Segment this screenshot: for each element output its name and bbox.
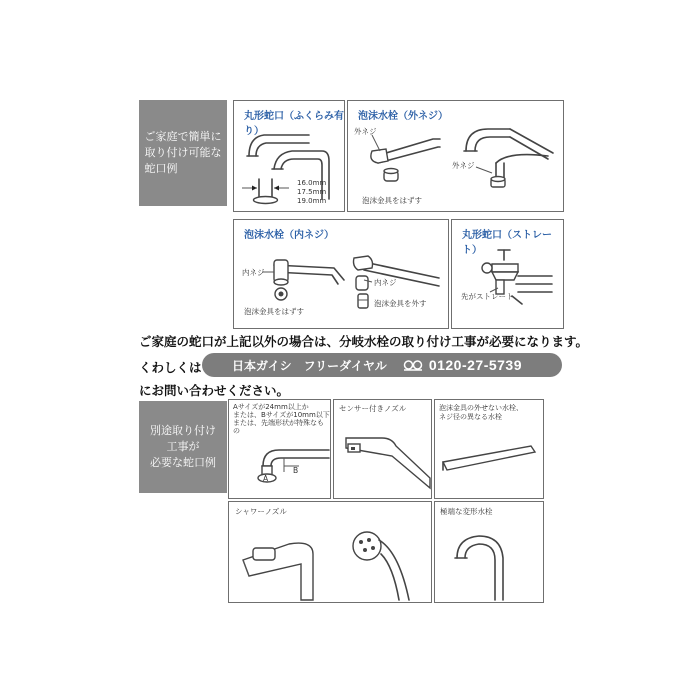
aerator-outer-illustration (348, 101, 563, 211)
aerator-outer-thread-label-1: 外ネジ (354, 127, 377, 136)
freedial-contact-bar (202, 353, 562, 377)
box-title-deformed: 極端な変形水栓 (440, 507, 493, 516)
faucet-box-non-removable (434, 399, 544, 499)
aerator-outer-remove-label: 泡沫金具をはずす (362, 196, 422, 205)
freedial-company-label: 日本ガイシ フリーダイヤル (232, 358, 387, 373)
shower-nozzle-illustration (229, 502, 431, 602)
faucet-box-shower-nozzle (228, 501, 432, 603)
size-special-note: Aサイズが24mm以上か または、Bサイズが10mm以下 または、先端形状が特殊なもの (233, 403, 330, 435)
round-straight-tip-label: 先がストレート (461, 292, 514, 301)
notice-line-branch-faucet: ご家庭の蛇口が上記以外の場合は、分岐水栓の取り付け工事が必要になります。 (139, 334, 589, 349)
side-label-extra-work-text: 別途取り付け 工事が 必要な蛇口例 (150, 424, 216, 469)
sensor-nozzle-illustration (334, 400, 431, 498)
faucet-box-sensor-nozzle (333, 399, 432, 499)
aerator-inner-thread-label-1: 内ネジ (242, 268, 265, 277)
non-removable-illustration (435, 400, 543, 498)
box-title-aerator-outer: 泡沫水栓（外ネジ） (358, 111, 448, 122)
box-title-aerator-inner: 泡沫水栓（内ネジ） (244, 230, 334, 241)
box-title-round-bulge: 丸形蛇口（ふくらみ有り） (244, 111, 344, 137)
faucet-box-aerator-inner (233, 219, 449, 329)
size-label-a: A (263, 474, 269, 483)
round-straight-illustration (452, 220, 563, 328)
size-special-illustration (229, 400, 330, 498)
size-label-b: B (293, 466, 299, 475)
box-title-non-removable: 泡沫金具の外せない水栓、 ネジ径の異なる水栓 (439, 404, 523, 421)
aerator-outer-thread-label-2: 外ネジ (452, 161, 475, 170)
faucet-box-size-special (228, 399, 331, 499)
inquiry-prefix: くわしくは (139, 360, 202, 375)
faucet-box-round-straight (451, 219, 564, 329)
faucet-box-deformed (434, 501, 544, 603)
free-dial-icon (403, 359, 423, 371)
round-bulge-dimensions: 16.0mm 17.5mm 19.0mm (297, 179, 327, 205)
deformed-faucet-illustration (435, 502, 543, 602)
faucet-box-round-bulge (233, 100, 345, 212)
aerator-inner-remove-label-2: 泡沫金具を外す (374, 299, 427, 308)
side-label-extra-work (139, 401, 227, 493)
inquiry-suffix: にお問い合わせください。 (139, 383, 290, 398)
freedial-phone-number[interactable]: 0120-27-5739 (428, 357, 522, 373)
box-title-shower: シャワーノズル (235, 507, 287, 516)
faucet-box-aerator-outer (347, 100, 564, 212)
aerator-inner-thread-label-2: 内ネジ (374, 278, 397, 287)
side-label-easy-install (139, 100, 227, 206)
aerator-inner-remove-label-1: 泡沫金具をはずす (244, 307, 304, 316)
round-bulge-faucet-illustration (234, 101, 344, 211)
box-title-round-straight: 丸形蛇口（ストレート） (462, 230, 552, 256)
side-label-easy-install-text: ご家庭で簡単に 取り付け可能な 蛇口例 (144, 130, 222, 175)
box-title-sensor: センサー付きノズル (339, 404, 407, 413)
